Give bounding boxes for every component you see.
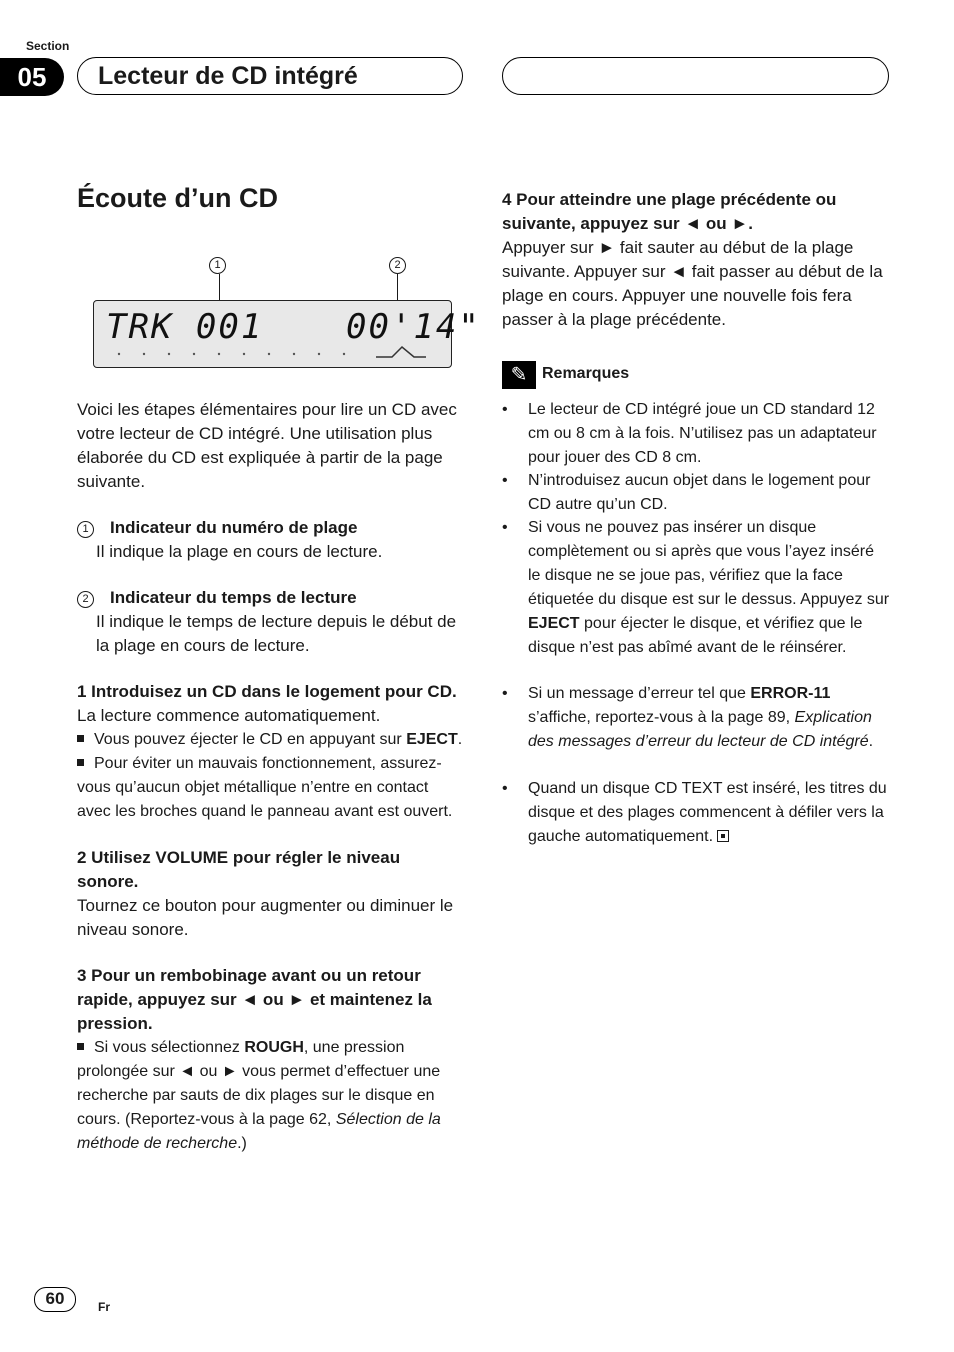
remark-item: • Si un message d’erreur tel que ERROR-11 s’affiche, reportez-vous à la page 89, Explication des messages d’erreur du lecteur de CD intégré.	[502, 685, 874, 750]
remark-item: • Quand un disque CD TEXT est inséré, les titres du disque et des plages commencent à défiler vers la gauche automatiquement.	[502, 780, 887, 845]
step-4-text: Appuyer sur ► fait sauter au début de la plage suivante. Appuyer sur ◄ fait passer au début de la plage en cours. Appuyer une nouvelle fois fera passer à la plage précédente.	[502, 238, 883, 329]
indicator-1-title: 1 Indicateur du numéro de plage	[77, 516, 465, 540]
cd-display-illustration	[93, 300, 481, 368]
remarks-heading: Remarques	[542, 365, 630, 382]
intro-text: Voici les étapes élémentaires pour lire un CD avec votre lecteur de CD intégré. Une utilisation plus élaborée du CD est expliquée à partir de la page suivante.	[77, 400, 457, 491]
page-title: Écoute d’un CD	[77, 183, 278, 213]
page-number: 60	[34, 1287, 76, 1312]
section-title-text: Lecteur de CD intégré	[98, 61, 358, 90]
step-4-title: 4 Pour atteindre une plage précédente ou suivante, appuyez sur ◄ ou ►.	[502, 190, 837, 233]
end-mark-icon	[717, 830, 729, 842]
indicator-2-desc: Il indique le temps de lecture depuis le début de la plage en cours de lecture.	[96, 612, 457, 655]
remark-item: • Si vous ne pouvez pas insérer un disque complètement ou si après que vous l’ayez inséré le disque ne se joue pas, vérifiez que la face étiquetée du disque est sur le dessus. Appuyez sur EJECT pour éjecter le disque, et vérifiez que le disque n’est pas abîmé avant de le réinsérer.	[502, 519, 890, 656]
section-empty-box	[502, 57, 889, 95]
bullet-square	[77, 1043, 84, 1050]
indicator-1-desc: Il indique la plage en cours de lecture.	[96, 542, 383, 561]
section-label: Section	[26, 39, 70, 53]
remark-item: • N’introduisez aucun objet dans le logement pour CD autre qu’un CD.	[502, 472, 871, 513]
level-meter-icon	[374, 343, 444, 363]
bullet-square	[77, 735, 84, 742]
language-code: Fr	[98, 1300, 110, 1314]
play-time-readout: 00'14"	[346, 307, 481, 347]
section-title	[77, 57, 463, 95]
right-column	[502, 188, 890, 332]
callout-1: 1	[209, 256, 226, 274]
segment-dots	[114, 349, 354, 359]
remark-item: • Le lecteur de CD intégré joue un CD standard 12 cm ou 8 cm à la fois. N’utilisez pas un adaptateur pour jouer des CD 8 cm.	[502, 401, 877, 466]
step-1-note-2: Pour éviter un mauvais fonctionnement, assurez-vous qu’aucun objet métallique n’entre en contact avec les broches quand le panneau avant est ouvert.	[77, 755, 453, 820]
step-1-text: La lecture commence automatiquement.	[77, 706, 381, 725]
step-1-title: 1 Introduisez un CD dans le logement pour CD.	[77, 682, 457, 701]
step-3-title: 3 Pour un rembobinage avant ou un retour rapide, appuyez sur ◄ ou ► et maintenez la pression.	[77, 966, 432, 1033]
left-column	[77, 398, 465, 1156]
step-2-title: 2 Utilisez VOLUME pour régler le niveau sonore.	[77, 848, 401, 891]
track-number-readout: TRK 001	[106, 307, 264, 347]
pencil-icon: ✎	[502, 361, 536, 389]
bullet-square	[77, 759, 84, 766]
indicator-2-title: 2 Indicateur du temps de lecture	[77, 586, 465, 610]
callout-2: 2	[389, 256, 406, 274]
step-2-text: Tournez ce bouton pour augmenter ou diminuer le niveau sonore.	[77, 896, 454, 939]
step-1-note-1: Vous pouvez éjecter le CD en appuyant sur EJECT.	[77, 728, 465, 752]
section-number-badge: 05	[0, 58, 64, 96]
step-3-note: Si vous sélectionnez ROUGH, une pression prolongée sur ◄ ou ► vous permet d’effectuer une recherche par sauts de dix plages sur le disque en cours. (Reportez-vous à la page 62, Sélection de la méthode de recherche.)	[77, 1039, 441, 1152]
